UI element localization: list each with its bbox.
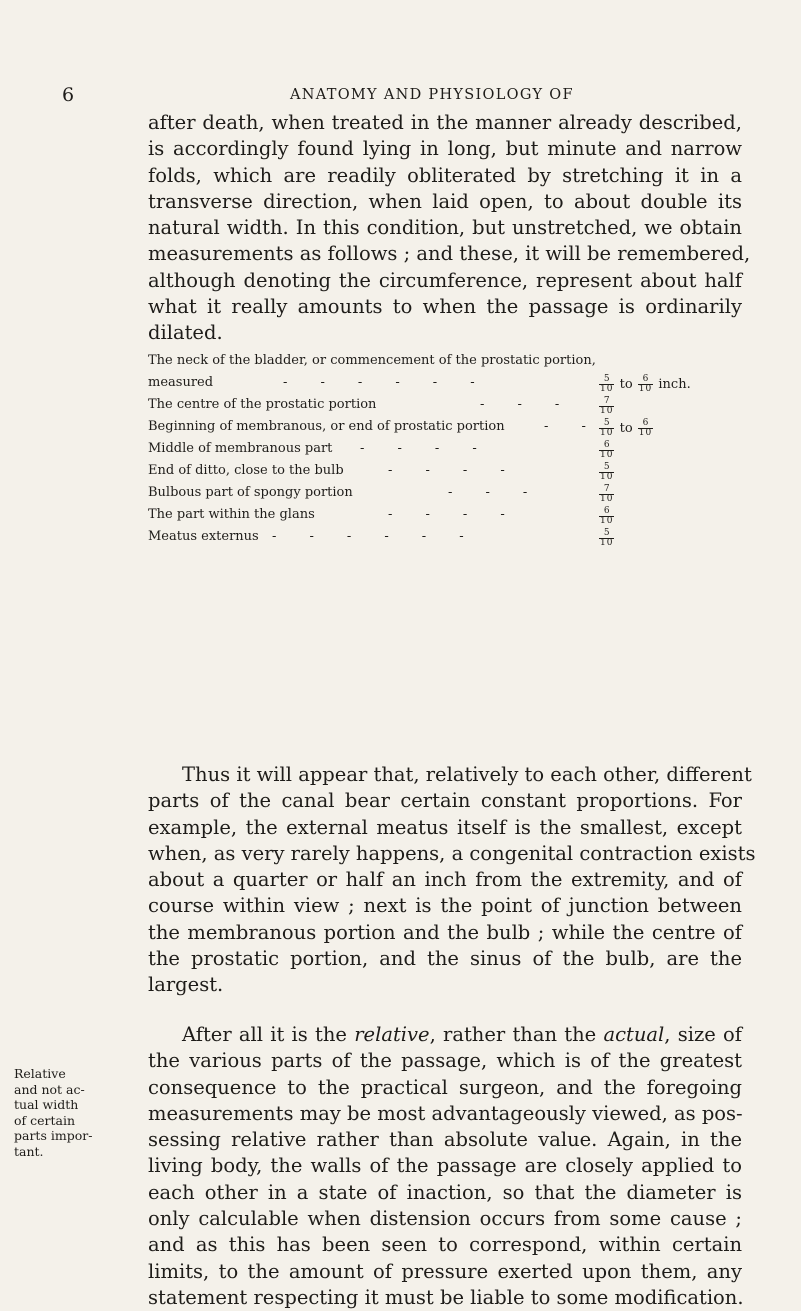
paragraph-2	[148, 762, 756, 999]
text-line: parts of the canal bear certain constant proportions. For	[148, 789, 742, 813]
table-row	[148, 485, 748, 505]
row-value	[598, 507, 615, 526]
text-line: measurements may be most advantageously viewed, as pos-	[148, 1101, 743, 1125]
text-line: Thus it will appear that, relatively to each other, different	[182, 763, 752, 786]
fraction: $\frac{5}{10}$	[600, 462, 614, 482]
row-value	[598, 441, 615, 460]
text-line: after death, when treated in the manner already described,	[148, 111, 742, 134]
table-row	[148, 441, 748, 461]
text-line: what it really amounts to when the passage is ordinarily	[148, 295, 742, 319]
leader-dots: - - - - - -	[283, 375, 475, 390]
paragraph-1	[148, 110, 751, 347]
fraction: $\frac{5}{10}$	[600, 418, 614, 438]
fraction: $\frac{6}{10}$	[638, 374, 653, 394]
text-line: living body, the walls of the passage are closely applied to	[148, 1154, 742, 1178]
text-line: example, the external meatus itself is the smallest, except	[148, 815, 742, 839]
row-label: The part within the glans	[148, 507, 315, 522]
margin-note-line: parts impor-	[14, 1128, 93, 1143]
leader-dots: - - - -	[388, 507, 505, 522]
row-label: Beginning of membranous, or end of prostatic portion	[148, 419, 505, 434]
unit-label: inch.	[658, 377, 691, 392]
text-line: dilated.	[148, 321, 223, 345]
text-line: folds, which are readily obliterated by stretching it in a	[148, 163, 742, 187]
row-label: measured	[148, 375, 214, 390]
row-value	[598, 529, 615, 548]
leader-dots: - - -	[448, 485, 528, 500]
running-head: ANATOMY AND PHYSIOLOGY OF	[290, 87, 574, 103]
text-line: although denoting the circumference, represent about half	[148, 268, 742, 292]
fraction: $\frac{5}{10}$	[600, 374, 614, 394]
row-value: $\frac{5}{10}$ to $\frac{6}{10}$ inch.	[600, 374, 691, 394]
page-number: 6	[62, 84, 75, 106]
text-line: course within view ; next is the point of junction between	[148, 894, 742, 918]
row-label: End of ditto, close to the bulb	[148, 463, 344, 478]
text-line: transverse direction, when laid open, to about double its	[148, 189, 742, 213]
text-line: After all it is the relative, rather than the actual, size of	[182, 1023, 742, 1046]
text-line: when, as very rarely happens, a congenital contraction exists	[148, 841, 756, 865]
text-line: limits, to the amount of pressure exerted upon them, any	[148, 1259, 742, 1283]
table-row	[148, 375, 748, 395]
text-line: and as this has been seen to correspond, within certain	[148, 1233, 742, 1257]
text-line: sessing relative rather than absolute value. Again, in the	[148, 1128, 742, 1152]
row-label: The centre of the prostatic portion	[148, 397, 377, 412]
text-line: consequence to the practical surgeon, and the foregoing	[148, 1075, 742, 1099]
row-label: Meatus externus	[148, 529, 259, 544]
table-intro-text: The neck of the bladder, or commencement of the prostatic portion,	[148, 353, 596, 368]
row-label: Bulbous part of spongy portion	[148, 485, 353, 500]
row-value	[598, 397, 615, 416]
row-value	[598, 485, 615, 504]
margin-note-line: tual width	[14, 1097, 79, 1112]
row-value: $\frac{5}{10}$ to $\frac{6}{10}$	[600, 418, 653, 438]
text-line: natural width. In this condition, but unstretched, we obtain	[148, 216, 742, 240]
text-line: statement respecting it must be liable to some modification.	[148, 1285, 744, 1309]
leader-dots: - - - - - -	[272, 529, 464, 544]
table-row	[148, 419, 748, 439]
page-header	[0, 84, 801, 108]
fraction: $\frac{7}{10}$	[600, 484, 614, 504]
text-line: measurements as follows ; and these, it will be remembered,	[148, 242, 751, 266]
text-line: only calculable when distension occurs from some cause ;	[148, 1207, 742, 1231]
text-line: is accordingly found lying in long, but minute and narrow	[148, 137, 742, 161]
table-row	[148, 463, 748, 483]
table-row	[148, 507, 748, 527]
text-line: about a quarter or half an inch from the extremity, and of	[148, 868, 742, 892]
margin-note-line: Relative	[14, 1066, 66, 1081]
fraction: $\frac{6}{10}$	[600, 506, 614, 526]
margin-note-line: of certain	[14, 1112, 76, 1128]
leader-dots: - - -	[480, 397, 560, 412]
row-value	[598, 463, 615, 482]
fraction: $\frac{6}{10}$	[638, 418, 653, 438]
table-intro	[148, 353, 748, 373]
leader-dots: - - - -	[388, 463, 505, 478]
text-line: the membranous portion and the bulb ; while the centre of	[148, 920, 742, 944]
margin-note	[14, 1066, 134, 1159]
text-line: the various parts of the passage, which is of the greatest	[148, 1049, 742, 1073]
table-row	[148, 397, 748, 417]
leader-dots: - - - -	[360, 441, 477, 456]
margin-note-line: and not ac-	[14, 1081, 85, 1097]
margin-note-line: tant.	[14, 1143, 44, 1159]
leader-dots: - -	[544, 419, 586, 434]
paragraph-3	[148, 1022, 742, 1311]
text-line: the prostatic portion, and the sinus of the bulb, are the	[148, 947, 742, 971]
row-label: Middle of membranous part	[148, 441, 333, 456]
text-line: largest.	[148, 973, 224, 997]
fraction: $\frac{7}{10}$	[600, 396, 614, 416]
fraction: $\frac{5}{10}$	[600, 528, 614, 548]
text-line: each other in a state of inaction, so that the diameter is	[148, 1180, 742, 1204]
emphasis-actual: actual	[603, 1023, 665, 1046]
emphasis-relative: relative	[354, 1023, 430, 1046]
fraction: $\frac{6}{10}$	[600, 440, 614, 460]
table-row	[148, 529, 748, 549]
